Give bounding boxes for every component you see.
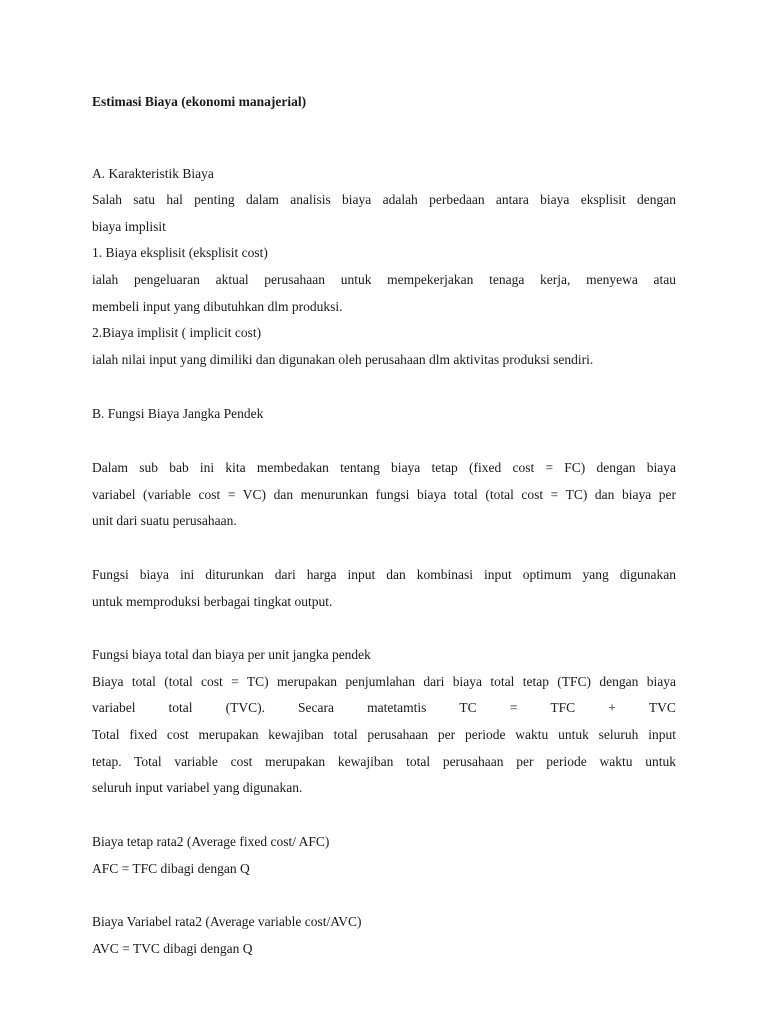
para3-text-4: tetap. Total variable cost merupakan kewajiban total perusahaan per periode waktu untuk xyxy=(92,754,676,769)
avc-formula: AVC = TVC dibagi dengan Q xyxy=(92,941,253,956)
cost-function-subheading: Fungsi biaya total dan biaya per unit jangka pendek xyxy=(92,647,371,662)
para1-line-2 xyxy=(92,485,676,505)
section-a-heading: A. Karakteristik Biaya xyxy=(92,166,214,181)
para1-line-1 xyxy=(92,458,676,478)
document-title: Estimasi Biaya (ekonomi manajerial) xyxy=(92,94,307,109)
formula-word: Secara xyxy=(298,700,335,715)
item1-text-line-2: membeli input yang dibutuhkan dlm produksi. xyxy=(92,299,343,314)
formula-word: TVC xyxy=(648,700,676,715)
para3-line-2-formula xyxy=(92,698,676,718)
formula-word: TFC xyxy=(550,700,576,715)
para1-line-3: unit dari suatu perusahaan. xyxy=(92,513,237,528)
para2-line-2: untuk memproduksi berbagai tingkat output. xyxy=(92,594,333,609)
formula-word: = xyxy=(509,700,518,715)
para3-text-3: Total fixed cost merupakan kewajiban total perusahaan per periode waktu untuk seluruh input xyxy=(92,727,676,742)
item1-text-line-1 xyxy=(92,270,676,290)
para3-line-5: seluruh input variabel yang digunakan. xyxy=(92,780,303,795)
item1-text-1: ialah pengeluaran aktual perusahaan untuk mempekerjakan tenaga kerja, menyewa atau xyxy=(92,272,676,287)
para3-text-1: Biaya total (total cost = TC) merupakan penjumlahan dari biaya total tetap (TFC) dengan biaya xyxy=(92,674,676,689)
section-a-intro-text: Salah satu hal penting dalam analisis biaya adalah perbedaan antara biaya eksplisit dengan xyxy=(92,192,676,207)
para1-text-1: Dalam sub bab ini kita membedakan tentang biaya tetap (fixed cost = FC) dengan biaya xyxy=(92,460,676,475)
para3-line-1 xyxy=(92,672,676,692)
section-a-intro-line-2: biaya implisit xyxy=(92,219,166,234)
avc-heading: Biaya Variabel rata2 (Average variable cost/AVC) xyxy=(92,914,362,929)
para3-line-3 xyxy=(92,725,676,745)
para2-text-1: Fungsi biaya ini diturunkan dari harga input dan kombinasi input optimum yang digunakan xyxy=(92,567,676,582)
para3-line-4 xyxy=(92,752,676,772)
section-b-heading: B. Fungsi Biaya Jangka Pendek xyxy=(92,406,264,421)
afc-formula: AFC = TFC dibagi dengan Q xyxy=(92,861,250,876)
item1-heading: 1. Biaya eksplisit (eksplisit cost) xyxy=(92,245,268,260)
formula-word: + xyxy=(608,700,616,715)
afc-heading: Biaya tetap rata2 (Average fixed cost/ AFC) xyxy=(92,834,330,849)
para2-line-1 xyxy=(92,565,676,585)
formula-word: (TVC). xyxy=(225,700,265,715)
para1-text-2: variabel (variable cost = VC) dan menurunkan fungsi biaya total (total cost = TC) dan biaya per xyxy=(92,487,676,502)
section-a-intro-line xyxy=(92,190,676,210)
formula-word: total xyxy=(168,700,193,715)
item2-text-line-1: ialah nilai input yang dimiliki dan digunakan oleh perusahaan dlm aktivitas produksi sendiri. xyxy=(92,352,594,367)
formula-word: matetamtis xyxy=(367,700,427,715)
formula-word: variabel xyxy=(92,700,136,715)
formula-word: TC xyxy=(459,700,477,715)
item2-heading: 2.Biaya implisit ( implicit cost) xyxy=(92,325,262,340)
